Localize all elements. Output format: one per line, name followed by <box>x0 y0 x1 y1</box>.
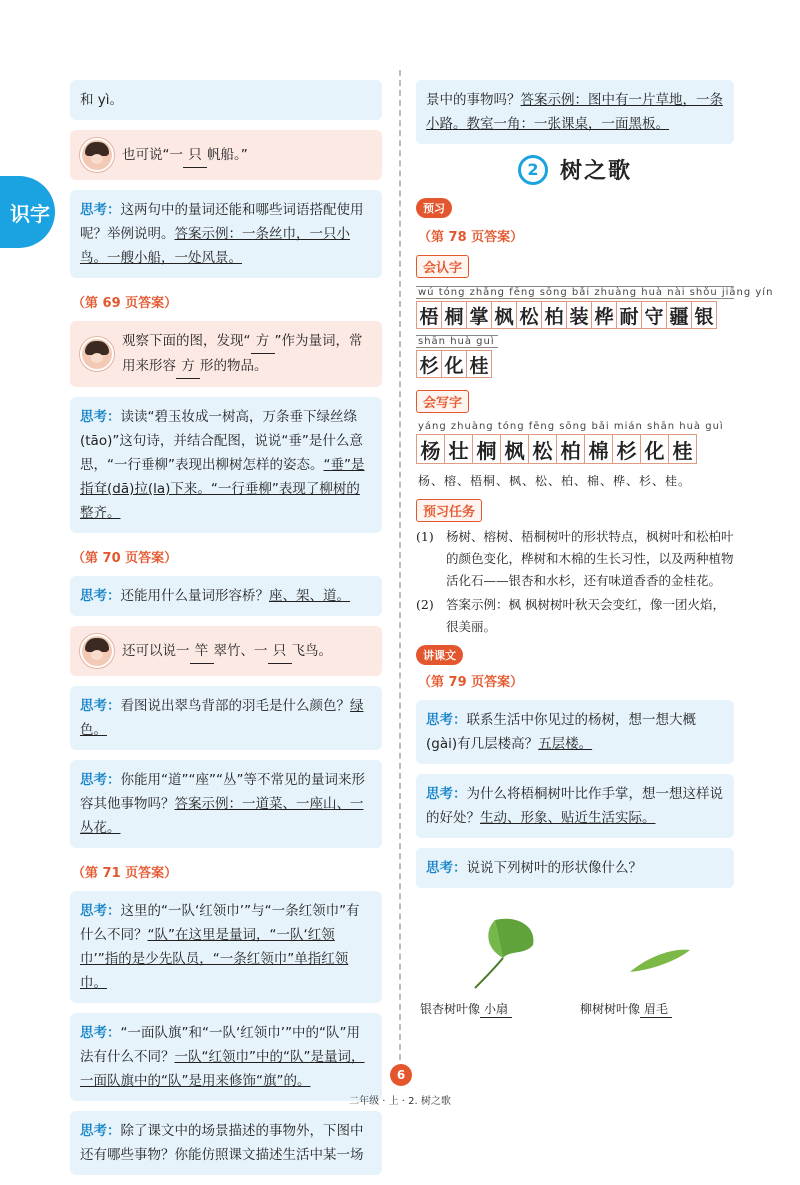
think-answer: 生动、形象、贴近生活实际。 <box>480 810 656 826</box>
character-cell: 棉 <box>584 434 613 464</box>
lesson-title: 树之歌 <box>559 159 632 184</box>
character-grid <box>416 434 734 464</box>
think-answer: “垂”是指耷(dā)拉(la)下来。“一行垂柳”表现了柳树的整齐。 <box>80 457 365 521</box>
leaf-caption-text: 柳树树叶像 <box>580 1002 641 1016</box>
tip-mid: ”作为量词，常用来形容 <box>122 333 363 374</box>
column-divider <box>399 70 401 1060</box>
task-item <box>416 526 734 592</box>
think-box <box>70 686 382 750</box>
think-label: 思考： <box>426 712 467 728</box>
think-label: 思考： <box>80 202 121 218</box>
character-cell: 化 <box>441 350 467 378</box>
character-cell: 梧 <box>416 301 442 329</box>
task-text: 杨树、榕树、梧桐树叶的形状特点，枫树叶和松柏叶的颜色变化，桦树和木棉的生长习性，以及两种植物活化石——银杏和水杉，还有味道香香的金桂花。 <box>446 529 734 588</box>
tip-text <box>122 329 372 379</box>
think-label: 思考： <box>426 860 467 876</box>
think-answer: 座、架、道。 <box>269 588 350 604</box>
leaf-caption <box>580 1000 730 1018</box>
answer-blank: 方 <box>251 329 275 354</box>
answer-blank: 小扇 <box>480 1000 512 1018</box>
character-cell: 疆 <box>666 301 692 329</box>
ginkgo-leaf <box>420 910 570 1018</box>
answer-blank: 方 <box>176 354 200 379</box>
leaf-caption <box>420 1000 570 1018</box>
tip-pre: 观察下面的图，发现“ <box>122 333 251 349</box>
think-box <box>70 1013 382 1101</box>
think-answer: 答案示例：一道菜、一座山、一丛花。 <box>80 796 364 836</box>
task-tag: 预习任务 <box>416 499 482 522</box>
pinyin-line: wú tóng zhǎng fēng sōng bǎi zhuàng huà nài shǒu jiāng yín <box>418 287 774 298</box>
character-cell: 耐 <box>616 301 642 329</box>
think-box <box>416 700 734 764</box>
think-answer: “队”在这里是量词，“一队‘红领巾’”指的是少先队员，“一条红领巾”单指红领巾。 <box>80 927 349 991</box>
character-grid <box>416 301 734 329</box>
character-cell: 守 <box>641 301 667 329</box>
character-cell: 松 <box>516 301 542 329</box>
think-question: 看图说出翠鸟背部的羽毛是什么颜色？ <box>120 698 350 714</box>
task-list <box>416 526 734 638</box>
text-box <box>70 80 382 120</box>
right-column <box>416 80 774 1018</box>
character-cell: 桐 <box>441 301 467 329</box>
task-number: (1) <box>416 529 434 544</box>
character-cell: 杨 <box>416 434 445 464</box>
section-heading: （第 71 页答案） <box>72 866 178 881</box>
think-box <box>70 397 382 533</box>
lecture-tag: 讲课文 <box>416 645 463 665</box>
avatar-icon <box>80 337 114 371</box>
think-question: 还能用什么量词形容桥？ <box>120 588 269 604</box>
think-label: 思考： <box>80 1123 121 1139</box>
recognize-tag: 会认字 <box>416 255 469 278</box>
think-label: 思考： <box>80 772 121 788</box>
think-box <box>416 774 734 838</box>
character-grid <box>416 350 734 378</box>
ginkgo-leaf-icon <box>445 910 545 990</box>
page-number: 6 <box>390 1064 412 1086</box>
think-answer: 绿色。 <box>80 698 364 738</box>
think-question: 为什么将梧桐树叶比作手掌，想一想这样说的好处？ <box>426 786 723 826</box>
think-box <box>70 1111 382 1175</box>
think-question: 你能用“道”“座”“丛”等不常见的量词来形容其他事物吗？ <box>80 772 365 812</box>
lesson-number: 2 <box>518 155 548 185</box>
tip-text <box>122 143 372 168</box>
think-question: 读读“碧玉妆成一树高，万条垂下绿丝绦(tāo)”这句诗，并结合配图，说说“垂”是什么意思，“一行垂柳”表现出柳树怎样的姿态。 <box>80 409 363 473</box>
think-answer: 答案示例：一条丝巾，一只小鸟。一艘小船，一处风景。 <box>80 226 350 266</box>
tip-text <box>122 639 372 664</box>
section-heading: （第 69 页答案） <box>72 296 178 311</box>
think-box <box>416 80 734 144</box>
leaf-images <box>416 910 734 1018</box>
willow-leaf <box>580 910 730 1018</box>
word-list: 杨、榕、梧桐、枫、松、柏、棉、桦、杉、桂。 <box>418 474 692 488</box>
lesson-header <box>416 154 734 185</box>
character-cell: 枫 <box>491 301 517 329</box>
think-box <box>416 848 734 888</box>
character-cell: 枫 <box>500 434 529 464</box>
footer-text: 二年级 · 上 · 2. 树之歌 <box>349 1096 451 1107</box>
think-box <box>70 576 382 616</box>
character-cell: 银 <box>691 301 717 329</box>
section-heading: （第 79 页答案） <box>418 675 524 690</box>
character-cell: 掌 <box>466 301 492 329</box>
tip-box <box>70 130 382 180</box>
tip-box <box>70 321 382 387</box>
think-box <box>70 760 382 848</box>
avatar-icon <box>80 634 114 668</box>
think-label: 思考： <box>80 1025 121 1041</box>
think-label: 思考： <box>80 588 121 604</box>
task-item <box>416 594 734 638</box>
think-question: 这里的“一队‘红领巾’”与“一条红领巾”有什么不同？ <box>80 903 360 943</box>
character-cell: 松 <box>528 434 557 464</box>
think-question: 景中的事物吗？ <box>426 92 521 108</box>
tip-post: 帆船。” <box>207 146 248 163</box>
tip-pre: 还可以说一 <box>122 642 190 659</box>
willow-leaf-icon <box>605 910 705 990</box>
think-question: 这两句中的量词还能和哪些词语搭配使用呢？举例说明。 <box>80 202 364 242</box>
character-cell: 柏 <box>556 434 585 464</box>
answer-blank: 只 <box>183 143 207 168</box>
leaf-caption-text: 银杏树叶像 <box>420 1002 481 1016</box>
think-answer: 一队“红领巾”中的“队”是量词，一面队旗中的“队”是用来修饰“旗”的。 <box>80 1049 365 1089</box>
think-question: “一面队旗”和“一队‘红领巾’”中的“队”用法有什么不同？ <box>80 1025 361 1065</box>
section-heading: （第 70 页答案） <box>72 551 178 566</box>
character-cell: 桂 <box>466 350 492 378</box>
answer-blank: 眉毛 <box>640 1000 672 1018</box>
answer-blank: 只 <box>268 639 292 664</box>
task-text: 答案示例：枫 枫树树叶秋天会变红，像一团火焰，很美丽。 <box>446 597 725 634</box>
tip-mid: 翠竹、一 <box>213 642 268 659</box>
avatar-icon <box>80 138 114 172</box>
think-box <box>70 891 382 1003</box>
character-cell: 壮 <box>444 434 473 464</box>
left-column <box>70 80 382 1185</box>
pinyin-line: shān huà guì <box>416 335 498 348</box>
side-tab: 识字 <box>0 176 55 248</box>
think-label: 思考： <box>426 786 467 802</box>
think-label: 思考： <box>80 903 121 919</box>
character-cell: 桐 <box>472 434 501 464</box>
tip-post: 飞鸟。 <box>291 642 332 659</box>
answer-blank: 竿 <box>190 639 214 664</box>
character-cell: 杉 <box>416 350 442 378</box>
think-question: 联系生活中你见过的杨树，想一想大概(gài)有几层楼高？ <box>426 712 696 752</box>
character-cell: 装 <box>566 301 592 329</box>
tip-pre: 也可说“一 <box>122 146 183 163</box>
think-question: 说说下列树叶的形状像什么？ <box>466 860 642 876</box>
preview-tag: 预习 <box>416 198 452 218</box>
think-label: 思考： <box>80 409 121 425</box>
think-box <box>70 190 382 278</box>
think-answer: 答案示例：图中有一片草地，一条小路。教室一角：一张课桌，一面黑板。 <box>426 92 723 132</box>
character-cell: 柏 <box>541 301 567 329</box>
box-text: 和 yì。 <box>80 92 124 108</box>
character-cell: 桦 <box>591 301 617 329</box>
think-question: 除了课文中的场景描述的事物外，下图中还有哪些事物？你能仿照课文描述生活中某一场 <box>80 1123 364 1163</box>
character-cell: 桂 <box>668 434 697 464</box>
character-cell: 杉 <box>612 434 641 464</box>
think-answer: 五层楼。 <box>538 736 593 752</box>
tip-box <box>70 626 382 676</box>
task-number: (2) <box>416 597 434 612</box>
write-tag: 会写字 <box>416 390 469 413</box>
section-heading: （第 78 页答案） <box>418 230 524 245</box>
think-label: 思考： <box>80 698 121 714</box>
character-cell: 化 <box>640 434 669 464</box>
pinyin-line: yáng zhuàng tóng fēng sōng bǎi mián shān huà guì <box>418 421 724 432</box>
tip-post: 形的物品。 <box>200 358 268 374</box>
